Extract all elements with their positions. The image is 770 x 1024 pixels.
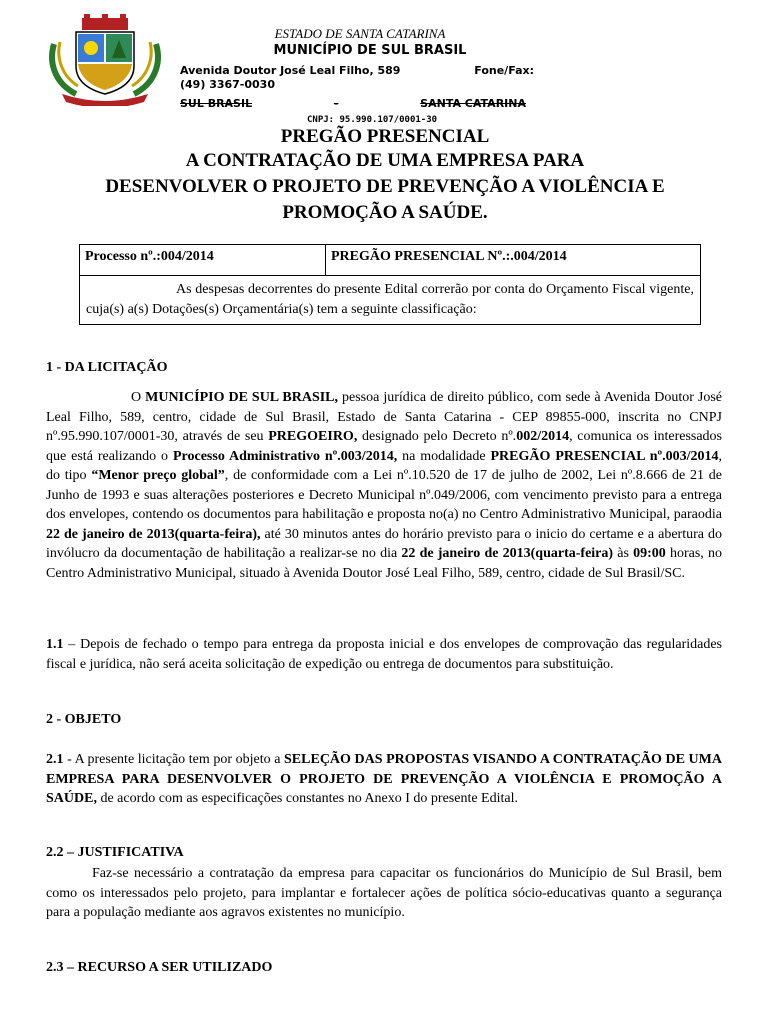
section-1-paragraph: O MUNICÍPIO DE SUL BRASIL, pessoa jurídica de direito público, com sede à Avenida Doutor José Leal Filho, 589, centro, cidade de Sul Brasil, Estado de Santa Catarina - CEP 89855-000, inscrita no CNPJ nº.95.990.107/0001-30, através de seu PREGOEIRO, designado pelo Decreto nº.002/2014, comunica os interessados que está realizando o Processo Administrativo nº.003/2014, na modalidade PREGÃO PRESENCIAL nº.003/2014, do tipo “Menor preço global”, de conformidade com a Lei nº.10.520 de 17 de julho de 2002, Lei nº.8.666 de 21 de Junho de 1993 e suas alterações posteriores e Decreto Municipal nº.049/2006, com vencimento previsto para a entrega dos envelopes, contendo os documentos para habilitação e proposta no(a) no Centro Administrativo Municipal, paraodia 22 de janeiro de 2013(quarta-feira), até 30 minutos antes do horário previsto para o inicio do certame e a abertura do invólucro da documentação de habilitação a realizar-se no dia 22 de janeiro de 2013(quarta-feira) às 09:00 horas, no Centro Administrativo Municipal, situado à Avenida Doutor José Leal Filho, 589, centro, cidade de Sul Brasil/SC.: [46, 390, 723, 581]
pregao-number: PREGÃO PRESENCIAL Nº.:.004/2014: [331, 249, 567, 264]
section-2-3-heading: 2.3 – RECURSO A SER UTILIZADO: [46, 960, 273, 975]
process-row: [80, 245, 700, 276]
city-separator: -: [333, 97, 339, 110]
process-number: Processo nº.:004/2014: [80, 245, 326, 275]
section-1-1-paragraph: 1.1 – Depois de fechado o tempo para entrega da proposta inicial e dos envelopes de comprovação das regularidades fiscal e jurídica, não será aceita solicitação de expedição ou entrega de documentos para substituição.: [46, 637, 722, 672]
phone-label: Fone/Fax:: [474, 64, 534, 77]
doc-title-line-4: PROMOÇÃO A SAÚDE.: [282, 202, 488, 223]
state-full-name: SANTA CATARINA: [420, 97, 526, 110]
section-2-heading: 2 - OBJETO: [46, 712, 122, 727]
address-line: [180, 64, 534, 77]
doc-title-line-3: DESENVOLVER O PROJETO DE PREVENÇÃO A VIOLÊNCIA E: [105, 176, 665, 197]
section-2-2-paragraph: Faz-se necessário a contratação da empresa para capacitar os funcionários do Município de Sul Brasil, bem como os interessados pelo projeto, para implantar e fortalecer ações de política sócio-educativas quanto a segurança para a população mediante aos agravos existentes no município.: [46, 866, 722, 920]
address: Avenida Doutor José Leal Filho, 589: [180, 64, 401, 77]
phone-number: (49) 3367-0030: [180, 78, 275, 91]
section-2-2-heading: 2.2 – JUSTIFICATIVA: [46, 845, 184, 860]
city: SUL BRASIL: [180, 97, 253, 110]
city-line: [180, 97, 526, 110]
doc-title-line-1: PREGÃO PRESENCIAL: [280, 126, 490, 147]
state-name: ESTADO DE SANTA CATARINA: [274, 26, 446, 41]
cnpj: CNPJ: 95.990.107/0001-30: [307, 115, 438, 125]
process-info-box: [79, 244, 701, 325]
doc-title-line-2: A CONTRATAÇÃO DE UMA EMPRESA PARA: [185, 150, 585, 171]
section-2-1-paragraph: 2.1 - A presente licitação tem por objeto a SELEÇÃO DAS PROPOSTAS VISANDO A CONTRATAÇÃO DE UMA EMPRESA PARA DESENVOLVER O PROJETO DE PREVENÇÃO A VIOLÊNCIA E PROMOÇÃO A SAÚDE, de acordo com as especificações constantes no Anexo I do presente Edital.: [46, 752, 722, 806]
municipal-crest-logo: [46, 14, 164, 106]
section-1-heading: 1 - DA LICITAÇÃO: [46, 360, 168, 375]
budget-note: As despesas decorrentes do presente Edital correrão por conta do Orçamento Fiscal vigente, cuja(s) a(s) Dotações(s) Orçamentária(s) tem a seguinte classificação:: [86, 282, 694, 317]
letterhead: [180, 26, 540, 125]
municipality-name: MUNICÍPIO DE SUL BRASIL: [273, 43, 467, 58]
